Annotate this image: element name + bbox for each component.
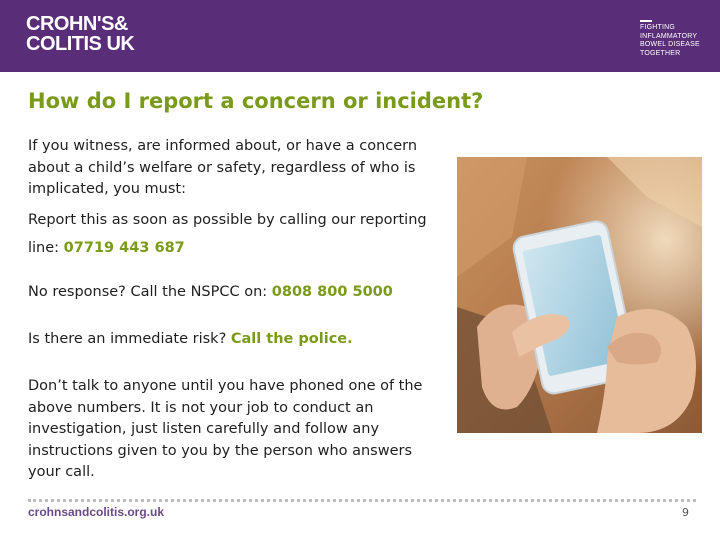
footer-divider [28, 499, 696, 502]
nspcc-text: No response? Call the NSPCC on: [28, 284, 272, 300]
crohns-colitis-logo[interactable] [26, 14, 134, 54]
tagline-line-4: TOGETHER [640, 49, 681, 57]
page-number: 9 [682, 506, 689, 519]
immediate-risk-text: Is there an immediate risk? [28, 331, 231, 347]
tagline-line-2: INFLAMMATORY [640, 32, 698, 40]
dont-talk-paragraph: Don’t talk to anyone until you have phoned one of the above numbers. It is not your job to conduct an investigation, just listen carefully and follow any instructions given to you by the person who answers your call. [28, 378, 423, 480]
page-title: How do I report a concern or incident? [28, 89, 484, 113]
intro-paragraph: If you witness, are informed about, or have a concern about a child’s welfare or safety, regardless of who is implicated, you must: [28, 138, 418, 197]
tagline [640, 20, 700, 58]
reporting-line-number[interactable]: 07719 443 687 [63, 240, 185, 256]
footer-website-link[interactable]: crohnsandcolitis.org.uk [28, 505, 165, 519]
nspcc-paragraph [28, 282, 453, 304]
reporting-line-paragraph [28, 206, 453, 262]
phone-photo [457, 157, 702, 433]
logo-line-1: CROHN'S& [26, 13, 128, 35]
immediate-risk-paragraph [28, 329, 453, 351]
nspcc-number[interactable]: 0808 800 5000 [271, 284, 393, 300]
tagline-line-3: BOWEL DISEASE [640, 41, 700, 48]
call-police-text: Call the police. [230, 331, 353, 347]
tagline-bar [640, 20, 652, 22]
tagline-line-1: FIGHTING [640, 24, 676, 31]
logo-line-2: COLITIS UK [26, 33, 135, 55]
header-bar [0, 0, 720, 72]
reporting-line-text: Report this as soon as possible by calling our reporting line: [28, 212, 427, 256]
